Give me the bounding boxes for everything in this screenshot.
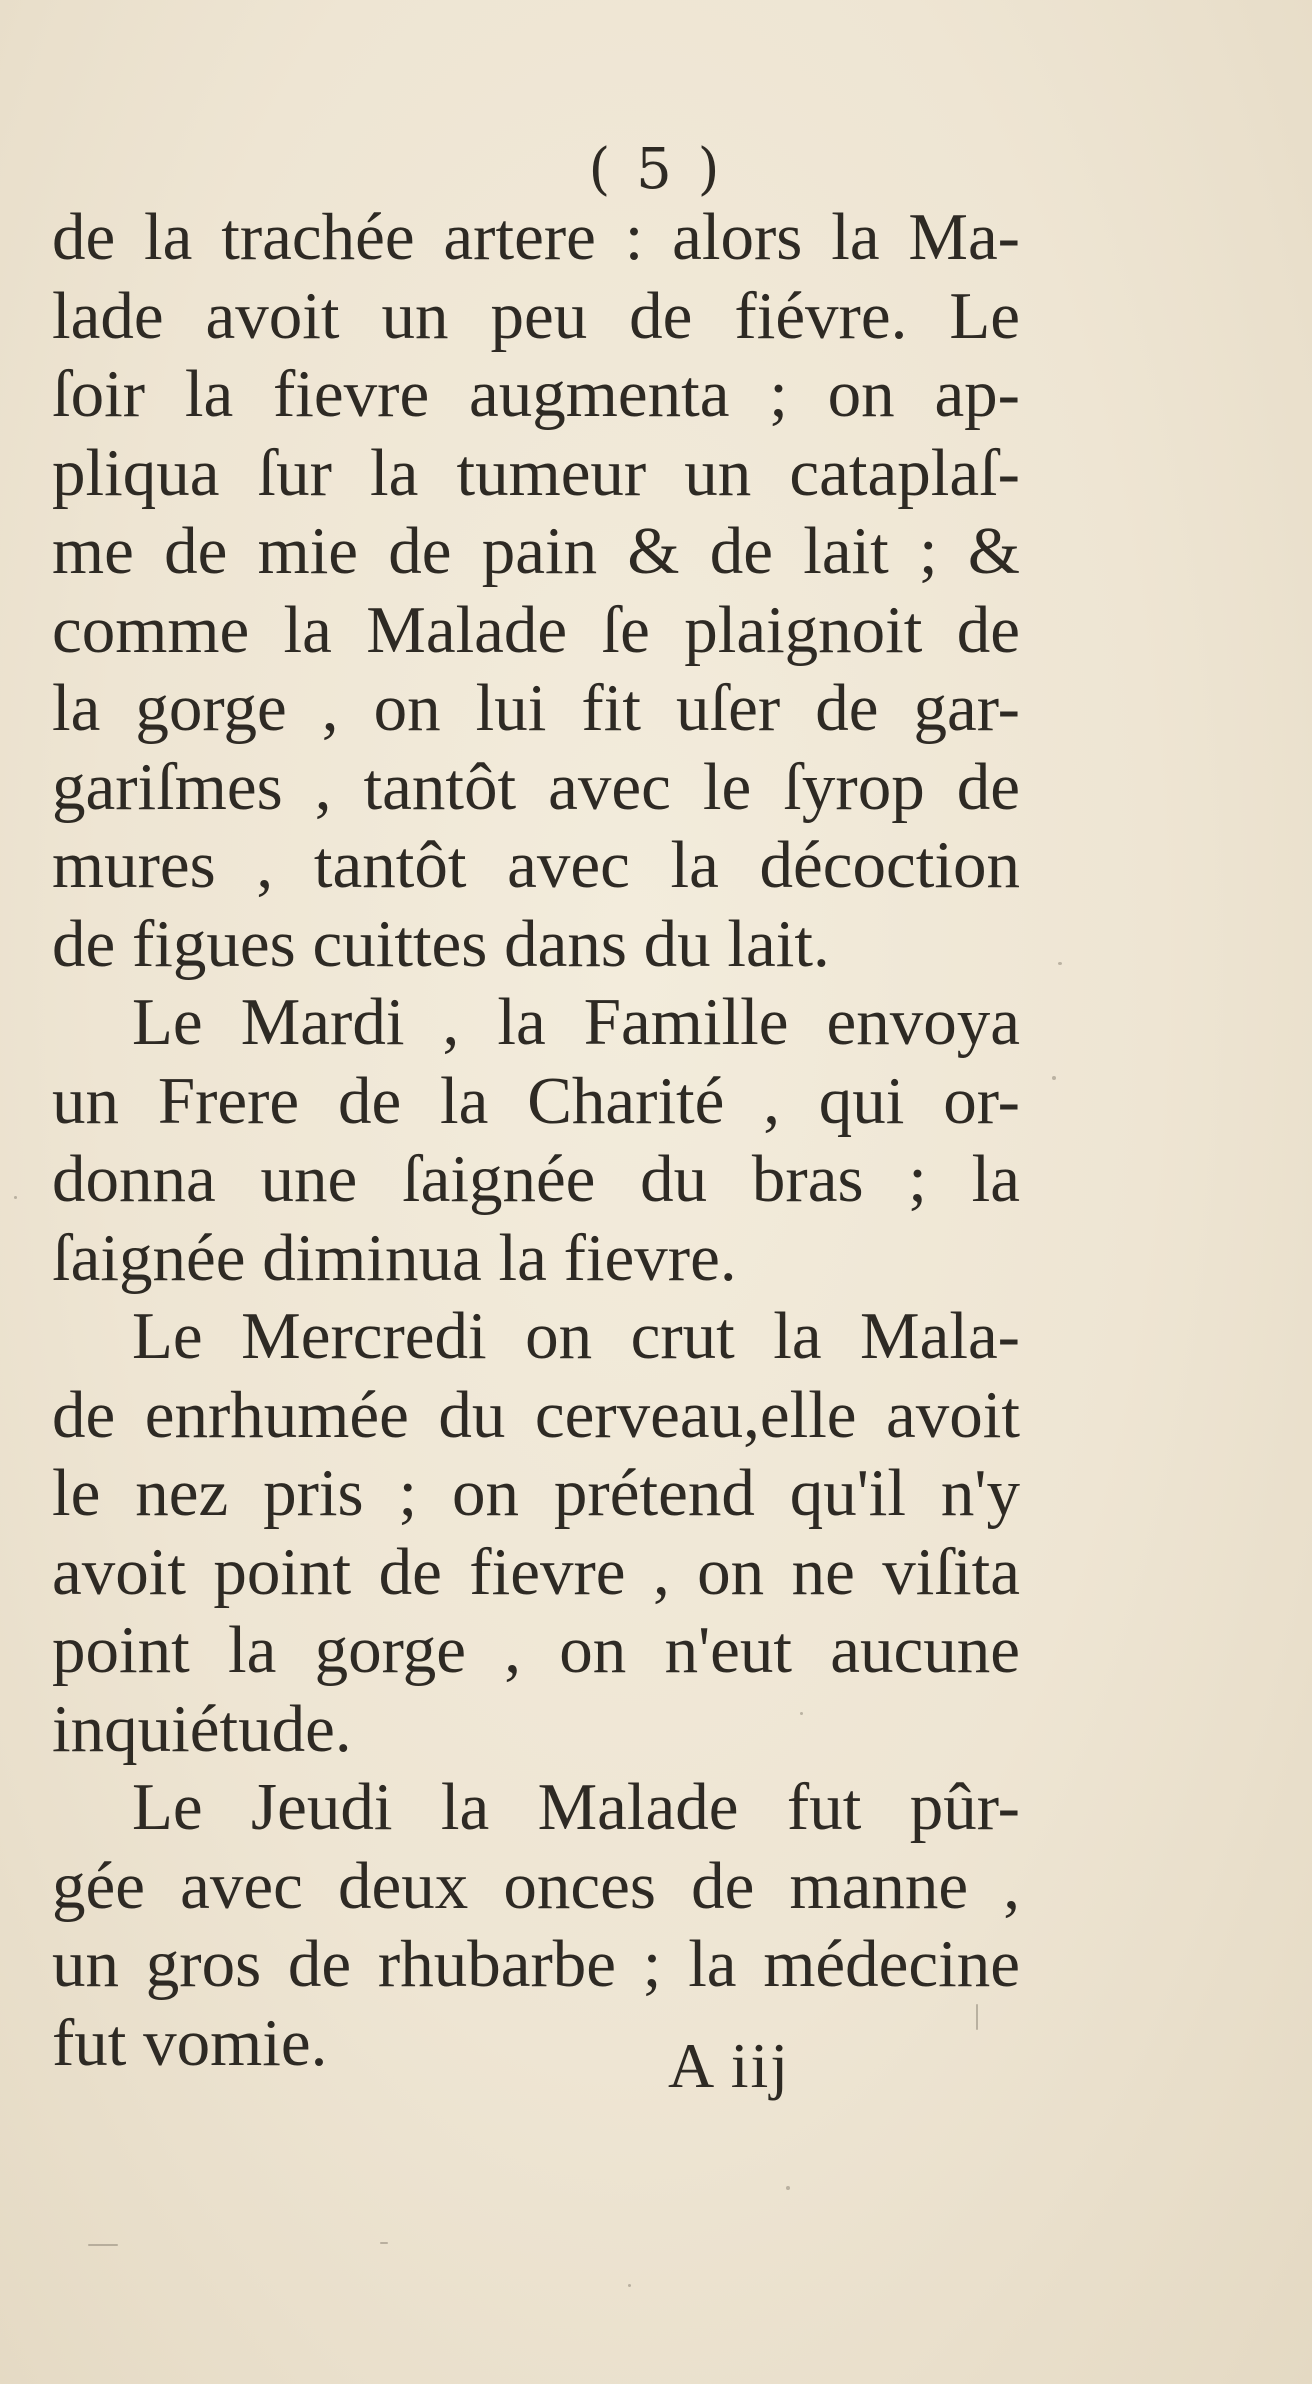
- paper-speck: [628, 2284, 631, 2287]
- paragraph-first-line: Le Mardi , la Famille envoya: [132, 985, 1020, 1059]
- text-line: lade avoit un peu de fiévre. Le: [52, 278, 1020, 353]
- text-line: gariſmes , tantôt avec le ſyrop de: [52, 749, 1020, 824]
- text-line: gée avec deux onces de manne ,: [52, 1848, 1020, 1923]
- signature-mark: A iij: [668, 2030, 791, 2101]
- paper-speck: [1058, 962, 1062, 965]
- text-line: de enrhumée du cerveau,elle avoit: [52, 1377, 1020, 1452]
- body-text: [52, 198, 1020, 2082]
- text-line: de la trachée artere : alors la Ma-: [52, 200, 1020, 274]
- text-line: ſaignée diminua la fievre.: [52, 1220, 737, 1295]
- text-line: mures , tantôt avec la décoction: [52, 828, 1020, 902]
- text-line: fut vomie.: [52, 2005, 328, 2080]
- text-line: le nez pris ; on prétend qu'il n'y: [52, 1456, 1020, 1530]
- paragraph-first-line: Le Mercredi on crut la Mala-: [132, 1299, 1020, 1373]
- text-line: un gros de rhubarbe ; la médecine: [52, 1927, 1020, 2001]
- text-line: pliqua ſur la tumeur un cataplaſ-: [52, 435, 1020, 510]
- paper-speck: [380, 2242, 388, 2244]
- paragraph-first-line: Le Jeudi la Malade fut pûr-: [132, 1770, 1020, 1844]
- text-line: comme la Malade ſe plaignoit de: [52, 592, 1020, 667]
- paper-speck: [976, 2004, 978, 2030]
- text-line: ſoir la fievre augmenta ; on ap-: [52, 357, 1020, 431]
- text-line: la gorge , on lui fit uſer de gar-: [52, 671, 1020, 745]
- text-line: me de mie de pain & de lait ; &: [52, 514, 1020, 588]
- text-line: un Frere de la Charité , qui or-: [52, 1063, 1020, 1138]
- paper-speck: [1052, 1076, 1056, 1080]
- paper-speck: [786, 2186, 790, 2190]
- text-line: donna une ſaignée du bras ; la: [52, 1142, 1020, 1216]
- text-line: avoit point de fievre , on ne viſita: [52, 1534, 1020, 1609]
- text-line: de figues cuittes dans du lait.: [52, 906, 830, 981]
- paper-speck: [88, 2244, 118, 2246]
- page-number: ( 5 ): [588, 137, 724, 202]
- paper-speck: [800, 1712, 803, 1715]
- text-line: inquiétude.: [52, 1691, 352, 1766]
- paper-speck: [14, 1196, 17, 1199]
- text-line: point la gorge , on n'eut aucune: [52, 1613, 1020, 1687]
